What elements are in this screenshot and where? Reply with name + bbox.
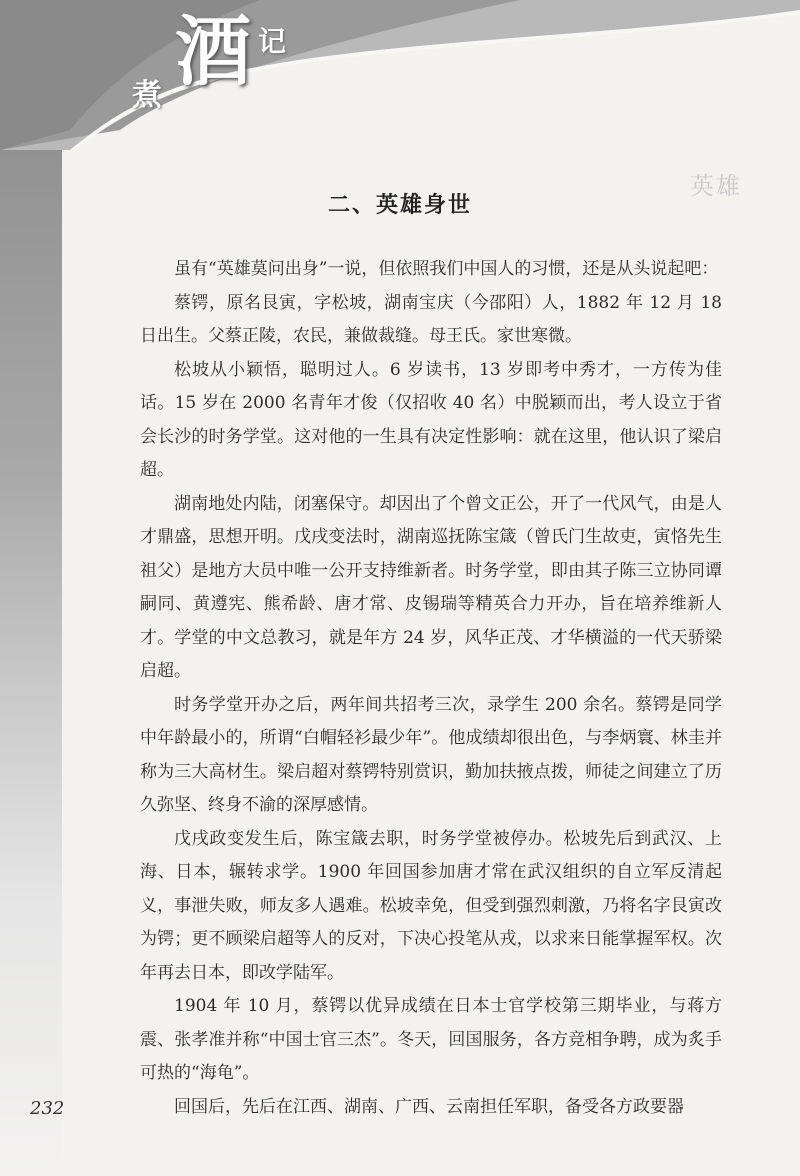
paragraph: 松坡从小颖悟，聪明过人。6 岁读书，13 岁即考中秀才，一方传为佳话。15 岁在 2000 名青年才俊（仅招收 40 名）中脱颖而出，考人设立于省会长沙的时务学堂。这对他的一生具有决定性影响：就在这里，他认识了梁启超。 <box>140 359 722 480</box>
book-brand-logo <box>0 0 290 140</box>
body-text <box>140 253 722 1124</box>
paragraph: 蔡锷，原名艮寅，字松坡，湖南宝庆（今邵阳）人，1882 年 12 月 18 日出生。父蔡正陵，农民，兼做裁缝。母王氏。家世寒微。 <box>140 292 722 346</box>
paragraph: 虽有“英雄莫问出身”一说，但依照我们中国人的习惯，还是从头说起吧： <box>174 259 719 279</box>
paragraph: 回国后，先后在江西、湖南、广西、云南担任军职，备受各方政要器 <box>174 1096 684 1117</box>
show-through-text: 英雄 <box>690 172 742 200</box>
brand-char-zhu: 煮 <box>132 78 162 113</box>
page-number: 232 <box>30 1098 65 1119</box>
left-gray-band <box>0 90 65 1176</box>
paragraph: 戊戌政变发生后，陈宝箴去职，时务学堂被停办。松坡先后到武汉、上海、日本，辗转求学。1900 年回国参加唐才常在武汉组织的自立军反清起义，事泄失败，师友多人遇难。松坡幸免，但受到强烈刺激，乃将名字艮寅改为锷；更不顾梁启超等人的反对，下决心投笔从戎，以求来日能掌握军权。次年再去日本，即改学陆军。 <box>140 828 722 983</box>
paragraph: 湖南地处内陆，闭塞保守。却因出了个曾文正公，开了一代风气，由是人才鼎盛，思想开明。戊戌变法时，湖南巡抚陈宝箴（曾氏门生故吏，寅恪先生祖父）是地方大员中唯一公开支持维新者。时务学堂，即由其子陈三立协同谭嗣同、黄遵宪、熊希龄、唐才常、皮锡瑞等精英合力开办，旨在培养维新人才。学堂的中文总教习，就是年方 24 岁，风华正茂、才华横溢的一代天骄梁启超。 <box>140 493 722 681</box>
paragraph: 时务学堂开办之后，两年间共招考三次，录学生 200 余名。蔡锷是同学中年龄最小的，所谓“白帽轻衫最少年”。他成绩却很出色，与李炳寰、林圭并称为三大高材生。梁启超对蔡锷特别赏识，勤加扶掖点拨，师徒之间建立了历久弥坚、终身不渝的深厚感情。 <box>140 694 722 815</box>
brand-char-ji: 记 <box>258 25 287 58</box>
section-title: 二、英雄身世 <box>327 192 472 218</box>
paragraph: 1904 年 10 月，蔡锷以优异成绩在日本士官学校第三期毕业，与蒋方震、张孝准并称“中国士官三杰”。冬天，回国服务，各方竞相争聘，成为炙手可热的“海龟”。 <box>140 996 722 1083</box>
brand-char-jiu: 酒 <box>175 7 251 96</box>
